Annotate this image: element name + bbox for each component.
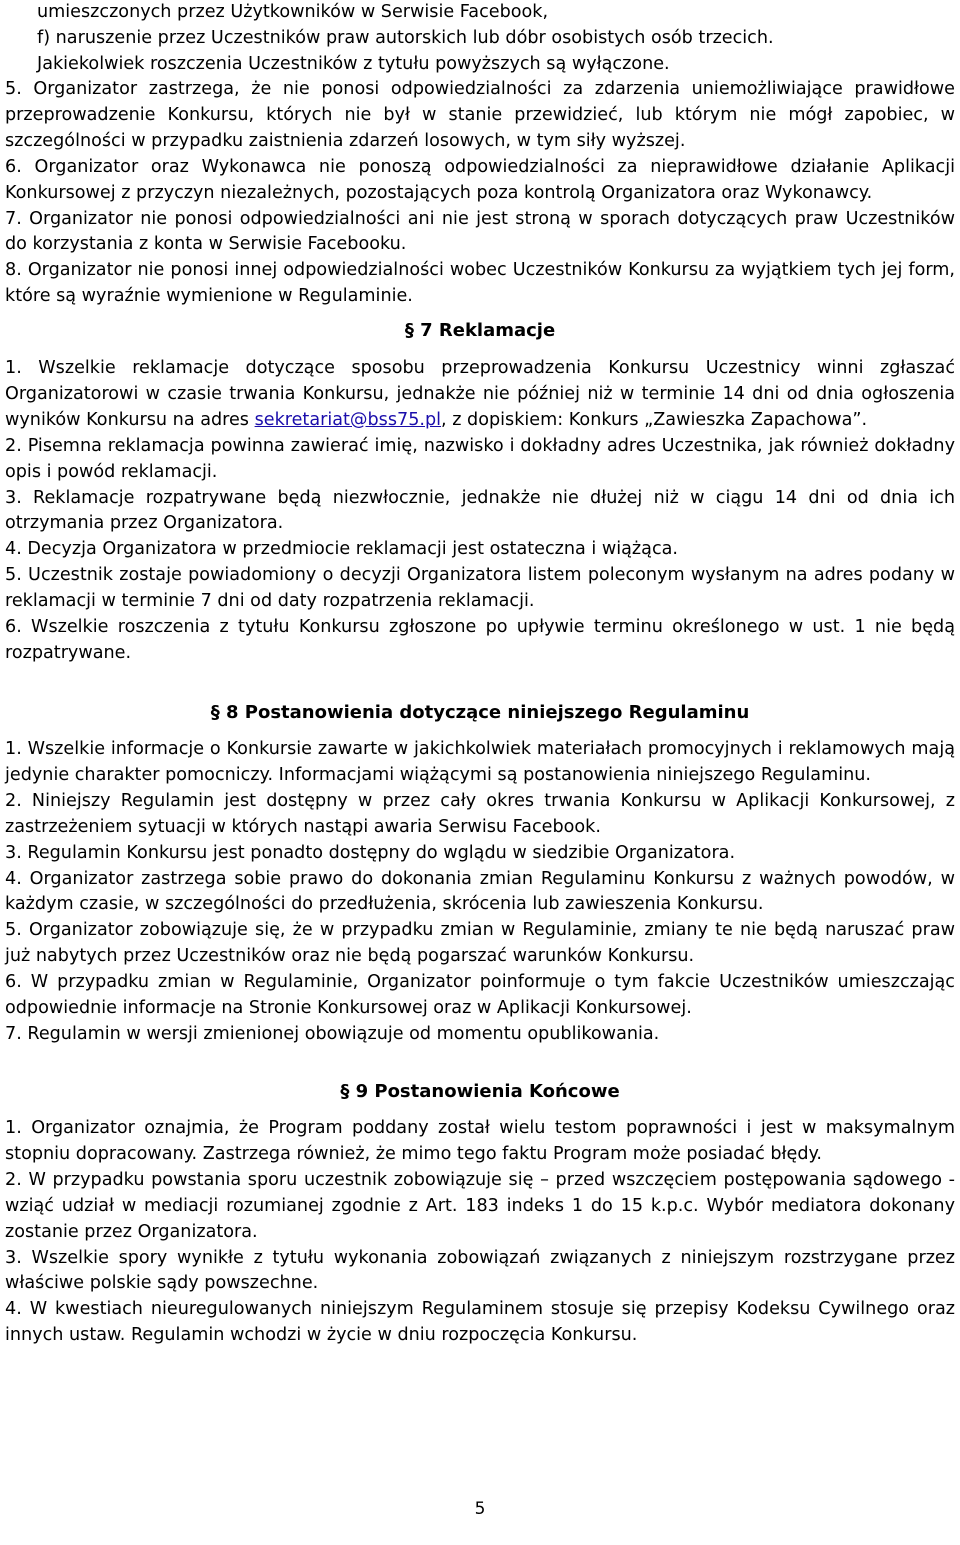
intro-block <box>37 0 955 78</box>
list-item: 7. Regulamin w wersji zmienionej obowiązuje od momentu opublikowania. <box>5 1023 660 1044</box>
final-provisions-list <box>5 1116 955 1349</box>
list-item: 4. W kwestiach nieuregulowanych niniejszym Regulaminem stosuje się przepisy Kodeksu Cywilnego oraz innych ustaw. Regulamin wchodzi w życie w dniu rozpoczęcia Konkursu. <box>5 1299 955 1346</box>
list-item: 5. Organizator zastrzega, że nie ponosi odpowiedzialności za zdarzenia uniemożliwiające prawidłowe przeprowadzenie Konkursu, których nie był w stanie przewidzieć, lub którym nie mógł zapobiec, w szczególności w przypadku zaistnienia zdarzeń losowych, w tym siły wyższej. <box>5 79 955 151</box>
list-item: 3. Wszelkie spory wynikłe z tytułu wykonania zobowiązań związanych z niniejszym rozstrzygane przez właściwe polskie sądy powszechne. <box>5 1247 955 1294</box>
item-text: , z dopiskiem: Konkurs „Zawieszka Zapachowa”. <box>441 409 868 430</box>
list-item: 3. Regulamin Konkursu jest ponadto dostępny do wglądu w siedzibie Organizatora. <box>5 842 736 863</box>
list-item: 6. W przypadku zmian w Regulaminie, Organizator poinformuje o tym fakcie Uczestników umieszczając odpowiednie informacje na Stronie Konkursowej oraz w Aplikacji Konkursowej. <box>5 972 955 1019</box>
liability-list <box>5 77 955 310</box>
complaints-list <box>5 356 955 667</box>
intro-line: umieszczonych przez Użytkowników w Serwisie Facebook, <box>37 2 549 22</box>
item-text: 1. Wszelkie reklamacje dotyczące sposobu przeprowadzenia Konkursu Uczestnicy winni zgłaszać Organizatorowi w czasie trwania Konkursu, jednakże nie później niż w terminie 14 dni od dnia ogłoszenia wyników Konkursu na adres <box>5 358 955 430</box>
email-link[interactable]: sekretariat@bss75.pl <box>254 409 442 430</box>
list-item: 5. Uczestnik zostaje powiadomiony o decyzji Organizatora listem poleconym wysłanym na adres podany w reklamacji w terminie 7 dni od daty rozpatrzenia reklamacji. <box>5 565 955 612</box>
list-item: 5. Organizator zobowiązuje się, że w przypadku zmian w Regulaminie, zmiany te nie będą naruszać praw już nabytych przez Uczestników oraz nie będą pogarszać warunków Konkursu. <box>5 920 955 967</box>
list-item: 1. Wszelkie informacje o Konkursie zawarte w jakichkolwiek materiałach promocyjnych i reklamowych mają jedynie charakter pomocniczy. Informacjami wiążącymi są postanowienia niniejszego Regulaminu. <box>5 739 955 785</box>
section-heading: § 7 Reklamacje <box>404 320 556 341</box>
list-item: 7. Organizator nie ponosi odpowiedzialności ani nie jest stroną w sporach dotyczących praw Uczestników do korzystania z konta w Serwisie Facebooku. <box>5 208 955 255</box>
list-item <box>5 356 955 434</box>
list-item: 8. Organizator nie ponosi innej odpowiedzialności wobec Uczestników Konkursu za wyjątkiem tych jej form, które są wyraźnie wymienione w Regulaminie. <box>5 260 955 307</box>
intro-line: f) naruszenie przez Uczestników praw autorskich lub dóbr osobistych osób trzecich. <box>37 27 774 48</box>
list-item: 6. Wszelkie roszczenia z tytułu Konkursu zgłoszone po upływie terminu określonego w ust. 1 nie będą rozpatrywane. <box>5 617 955 663</box>
list-item: 4. Organizator zastrzega sobie prawo do dokonania zmian Regulaminu Konkursu z ważnych powodów, w każdym czasie, w szczególności do przedłużenia, skrócenia lub zawieszenia Konkursu. <box>5 868 955 915</box>
intro-line: Jakiekolwiek roszczenia Uczestników z tytułu powyższych są wyłączone. <box>37 53 670 74</box>
list-item: 6. Organizator oraz Wykonawca nie ponoszą odpowiedzialności za nieprawidłowe działanie Aplikacji Konkursowej z przyczyn niezależnych, pozostających poza kontrolą Organizatora oraz Wykonawcy. <box>5 156 955 203</box>
list-item: 3. Reklamacje rozpatrywane będą niezwłocznie, jednakże nie dłużej niż w ciągu 14 dni od dnia ich otrzymania przez Organizatora. <box>5 487 955 534</box>
page-number: 5 <box>474 1499 486 1519</box>
section-heading: § 9 Postanowienia Końcowe <box>340 1081 620 1102</box>
regulations-list <box>5 737 955 1048</box>
list-item: 1. Organizator oznajmia, że Program poddany został wielu testom poprawności i jest w maksymalnym stopniu dopracowany. Zastrzega również, że mimo tego faktu Program może posiadać błędy. <box>5 1118 955 1164</box>
list-item: 2. W przypadku powstania sporu uczestnik zobowiązuje się – przed wszczęciem postępowania sądowego - wziąć udział w mediacji rozumianej zgodnie z Art. 183 indeks 1 do 15 k.p.c. Wybór mediatora dokonany zostanie przez Organizatora. <box>5 1169 955 1242</box>
section-heading: § 8 Postanowienia dotyczące niniejszego Regulaminu <box>210 702 750 723</box>
list-item: 2. Niniejszy Regulamin jest dostępny w przez cały okres trwania Konkursu w Aplikacji Konkursowej, z zastrzeżeniem sytuacji w których nastąpi awaria Serwisu Facebook. <box>5 790 955 837</box>
list-item: 2. Pisemna reklamacja powinna zawierać imię, nazwisko i dokładny adres Uczestnika, jak również dokładny opis i powód reklamacji. <box>5 435 955 482</box>
list-item: 4. Decyzja Organizatora w przedmiocie reklamacji jest ostateczna i wiążąca. <box>5 539 678 560</box>
